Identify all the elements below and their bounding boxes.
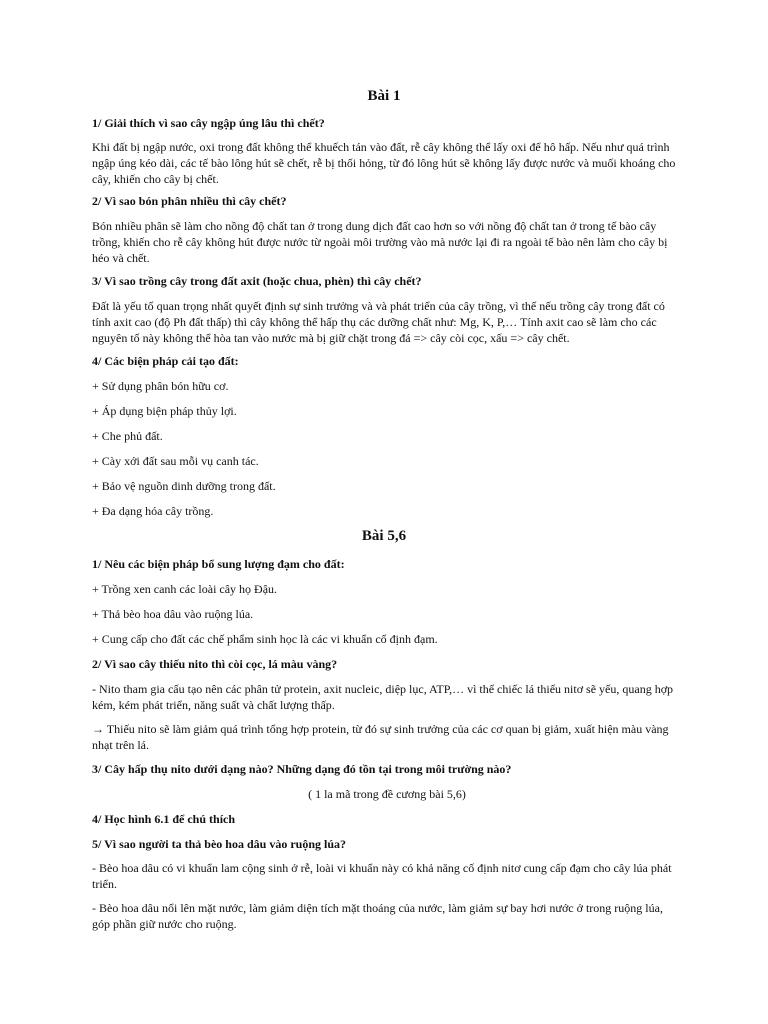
section-title-bai-1: Bài 1	[367, 88, 401, 104]
answer-1: Khi đất bị ngập nước, oxi trong đất không thể khuếch tán vào đất, rễ cây không thể lấy oxi để hô hấp. Nếu như quá trình ngập úng kéo dài, các tế bào lông hút sẽ chết, rễ bị thối hỏng, từ đó lông hút sẽ không lấy được nước và muối khoáng cho cây, khiến cho cây bị chết.	[92, 140, 676, 186]
list-item: + Che phủ đất.	[92, 429, 163, 443]
list-item: + Cung cấp cho đất các chế phẩm sinh học là các vi khuẩn cố định đạm.	[92, 632, 438, 646]
question-4: 4/ Các biện pháp cải tạo đất:	[92, 354, 239, 368]
list-item: + Sử dụng phân bón hữu cơ.	[92, 379, 229, 393]
answer-2: Bón nhiều phân sẽ làm cho nồng độ chất tan ở trong dung dịch đất cao hơn so với nồng độ chất tan ở trong tế bào cây trồng, khiến cho rễ cây không hút được nước từ ngoài môi trường vào mà nước lại đi ra ngoài tế bào nên làm cho cây bị héo và chết.	[92, 219, 668, 265]
answer-5-6-3: ( 1 la mã trong đề cương bài 5,6)	[308, 787, 466, 801]
question-5-6-4: 4/ Học hình 6.1 để chú thích	[92, 812, 236, 826]
question-5-6-3: 3/ Cây hấp thụ nito dưới dạng nào? Những dạng đó tồn tại trong môi trường nào?	[92, 762, 512, 776]
section-title-bai-5-6: Bài 5,6	[361, 528, 407, 544]
list-item: + Thả bèo hoa dâu vào ruộng lúa.	[92, 607, 254, 621]
question-5-6-1: 1/ Nêu các biện pháp bổ sung lượng đạm cho đất:	[92, 557, 345, 571]
answer-5-6-2a: - Nito tham gia cấu tạo nên các phân tử protein, axit nucleic, diệp lục, ATP,… vì thế chiếc lá thiếu nitơ sẽ yếu, quang hợp kém, kém phát triển, năng suất và chất lượng thấp.	[92, 682, 674, 712]
answer-3: Đất là yếu tố quan trọng nhất quyết định sự sinh trưởng và và phát triển của cây trồng, vì thế nếu trồng cây trong đất có tính axit cao (độ Ph đất thấp) thì cây không thể hấp thụ các dưỡng chất như: Mg, K, P,… Tính axit cao sẽ làm cho các nguyên tố này không thể hòa tan vào nước mà bị giữ chặt trong đá => cây còi cọc, xấu => cây chết.	[92, 299, 665, 345]
question-3: 3/ Vì sao trồng cây trong đất axit (hoặc chua, phèn) thì cây chết?	[92, 274, 422, 288]
answer-5-6-5b: - Bèo hoa dâu nổi lên mặt nước, làm giảm diện tích mặt thoáng của nước, làm giảm sự bay hơi nước ở trong ruộng lúa, góp phần giữ nước cho ruộng.	[92, 901, 663, 931]
list-item: + Trồng xen canh các loài cây họ Đậu.	[92, 582, 278, 596]
question-1: 1/ Giải thích vì sao cây ngập úng lâu thì chết?	[92, 116, 325, 130]
list-item: + Bảo vệ nguồn dinh dưỡng trong đất.	[92, 479, 276, 493]
answer-5-6-2b: → Thiếu nito sẽ làm giảm quá trình tổng hợp protein, từ đó sự sinh trưởng của các cơ quan bị giảm, xuất hiện màu vàng nhạt trên lá.	[92, 722, 669, 752]
question-2: 2/ Vì sao bón phân nhiều thì cây chết?	[92, 194, 287, 208]
question-5-6-5: 5/ Vì sao người ta thả bèo hoa dâu vào ruộng lúa?	[92, 837, 347, 851]
list-item: + Áp dụng biện pháp thủy lợi.	[92, 404, 237, 418]
list-item: + Đa dạng hóa cây trồng.	[92, 504, 214, 518]
answer-5-6-5a: - Bèo hoa dâu có vi khuẩn lam cộng sinh ở rễ, loài vi khuẩn này có khả năng cố định nitơ cung cấp đạm cho cây lúa phát triển.	[92, 861, 672, 891]
list-item: + Cày xới đất sau mỗi vụ canh tác.	[92, 454, 259, 468]
question-5-6-2: 2/ Vì sao cây thiếu nito thì còi cọc, lá màu vàng?	[92, 657, 338, 671]
